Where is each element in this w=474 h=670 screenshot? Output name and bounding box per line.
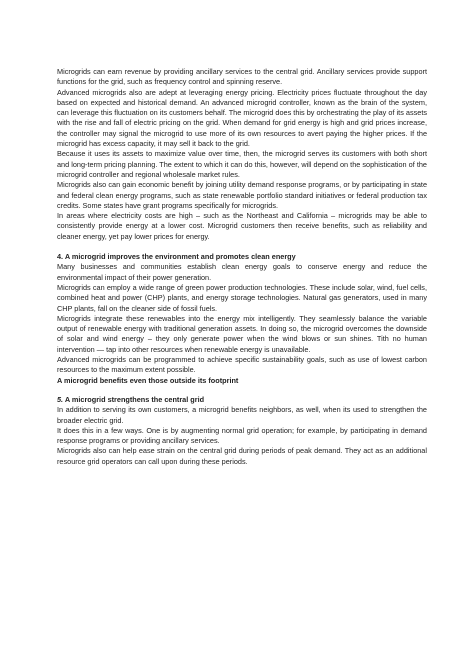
spacer (57, 386, 427, 395)
section-5-number: 5. (57, 394, 64, 404)
section-5-title: A microgrid strengthens the central grid (64, 394, 205, 404)
paragraph-sustainability-goals: Advanced microgrids can be programmed to achieve specific sustainability goals, such as use of lowest carbon resources to the maximum extent possible. (57, 355, 427, 375)
paragraph-renewables-integration: Microgrids integrate these renewables into the energy mix intelligently. They seamlessly balance the variable output of renewable energy with traditional generation assets. In doing so, the microgrid overcomes the downside of solar and wind energy – they only generate power when the wind blows or sun shines. Tith no human intervention — tap into other resources when renewable energy is unavailable. (57, 313, 427, 354)
paragraph-peak-demand: Microgrids also can help ease strain on the central grid during periods of peak demand. They act as an additional resource grid operators can call upon during these periods. (57, 446, 427, 466)
paragraph-serving-neighbors: In addition to serving its own customers, a microgrid benefits neighbors, as well, when its used to strengthen the broader electric grid. (57, 405, 427, 425)
paragraph-energy-pricing: Advanced microgrids also are adept at leveraging energy pricing. Electricity prices fluctuate throughout the day based on expected and historical demand. An advanced microgrid controller, known as the brain of the system, can leverage this fluctuation on its customers behalf. The microgrid does this by orchestrating the play of its assets with the rise and fall of electric pricing on the grid. When demand for grid energy is high and grid prices increase, the controller may signal the microgrid to use more of its own resources to avert paying the higher prices. If the microgrid has excess capacity, it may sell it back to the grid. (57, 87, 427, 149)
spacer (57, 242, 427, 252)
section-4-subheading: A microgrid benefits even those outside its footprint (57, 375, 239, 385)
paragraph-high-cost-areas: In areas where electricity costs are high – such as the Northeast and California – microgrids may be able to consistently provide energy at a lower cost. Microgrid customers then receive benefits, such as reliability and cleaner energy, yet pay lower prices for energy. (57, 211, 427, 241)
paragraph-green-technologies: Microgrids can employ a wide range of green power production technologies. These include solar, wind, fuel cells, combined heat and power (CHP) plants, and energy storage technologies. Natural gas generators, used in many CHP plants, fall on the cleaner side of fossil fuels. (57, 282, 427, 313)
paragraph-pricing-planning: Because it uses its assets to maximize value over time, then, the microgrid serves its customers with both short and long-term pricing planning. The extent to which it can do this, however, will depend on the sophistication of the microgrid controller and regional wholesale market rules. (57, 149, 427, 179)
paragraph-ancillary-services: Microgrids can earn revenue by providing ancillary services to the central grid. Ancillary services provide support functions for the grid, such as frequency control and spinning reserve. (57, 67, 427, 87)
document-page (57, 67, 427, 467)
paragraph-augmenting-grid: It does this in a few ways. One is by augmenting normal grid operation; for example, by participating in demand response programs or providing ancillary services. (57, 425, 427, 446)
paragraph-economic-benefit: Microgrids also can gain economic benefit by joining utility demand response programs, or by participating in state and federal clean energy programs, such as state renewable portfolio standard initiatives or federal production tax credits. Some states have grant programs specifically for microgrids. (57, 180, 427, 210)
paragraph-clean-energy-goals: Many businesses and communities establish clean energy goals to conserve energy and reduce the environmental impact of their power generation. (57, 262, 427, 282)
section-5-heading (57, 395, 427, 405)
section-4-heading: 4. A microgrid improves the environment and promotes clean energy (57, 252, 296, 262)
